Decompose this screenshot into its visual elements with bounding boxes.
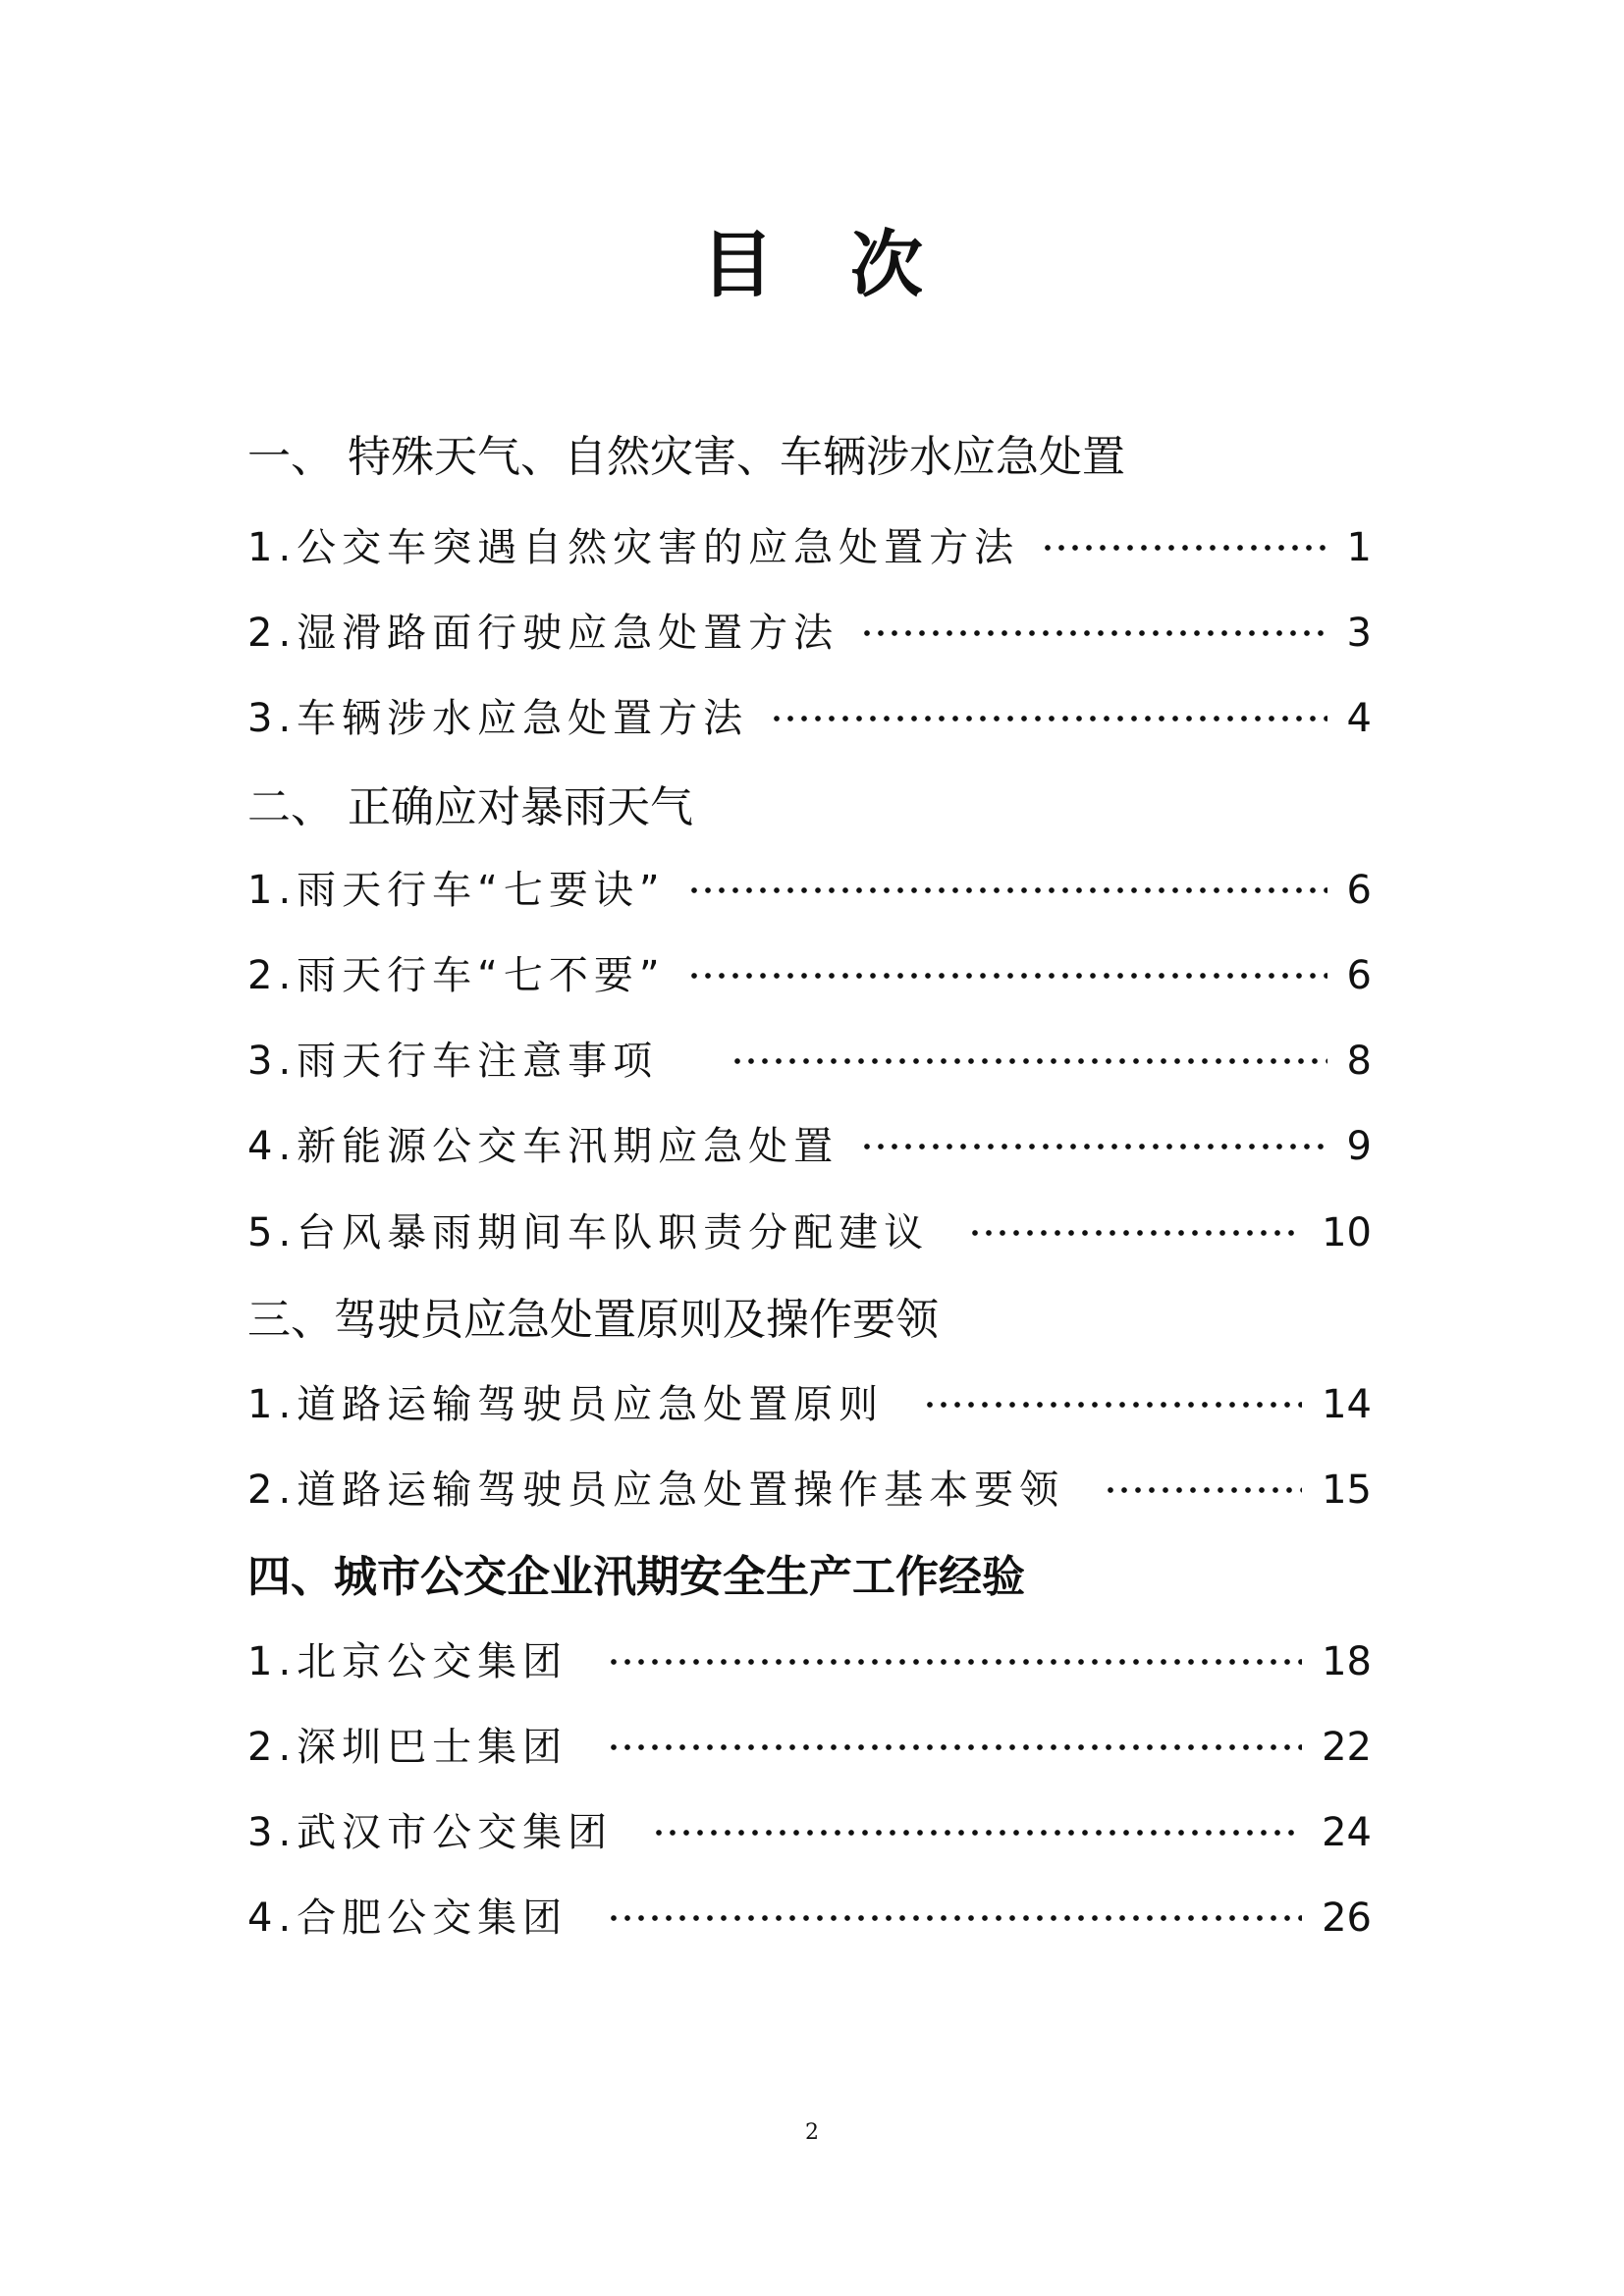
toc-leader-dots bbox=[731, 1057, 1326, 1065]
toc-entry-page: 6 bbox=[1346, 953, 1372, 998]
toc-entry-label: 1.雨天行车“七要诀” bbox=[247, 868, 666, 913]
toc-entry-label: 1.道路运输驾驶员应急处置原则 bbox=[247, 1382, 885, 1427]
toc-entry-label: 3.雨天行车注意事项 bbox=[247, 1039, 659, 1084]
toc-entry-label: 5.台风暴雨期间车队职责分配建议 bbox=[247, 1210, 930, 1255]
page-number: 2 bbox=[805, 2120, 819, 2145]
toc-entry[interactable] bbox=[247, 689, 1372, 748]
toc-entry-label: 4.合肥公交集团 bbox=[247, 1896, 568, 1941]
toc-entry-label: 3.车辆涉水应急处置方法 bbox=[247, 696, 749, 741]
toc-leader-dots bbox=[652, 1829, 1302, 1837]
toc-entry-page: 24 bbox=[1322, 1810, 1372, 1855]
toc-entry[interactable] bbox=[247, 518, 1372, 577]
toc-entry-label: 3.武汉市公交集团 bbox=[247, 1810, 614, 1855]
toc-leader-dots bbox=[607, 1914, 1302, 1922]
toc-entry-page: 4 bbox=[1346, 696, 1372, 741]
toc-entry-page: 18 bbox=[1322, 1639, 1372, 1684]
toc-entry-page: 10 bbox=[1322, 1210, 1372, 1255]
toc-section-heading-2: 二、 正确应对暴雨天气 bbox=[247, 782, 693, 832]
toc-leader-dots bbox=[607, 1743, 1302, 1751]
toc-entry[interactable] bbox=[247, 1803, 1372, 1862]
toc-section-heading-3: 三、驾驶员应急处置原则及操作要领 bbox=[247, 1295, 939, 1345]
toc-entry[interactable] bbox=[247, 1117, 1372, 1176]
toc-leader-dots bbox=[1104, 1486, 1302, 1494]
toc-entry-label: 1.北京公交集团 bbox=[247, 1639, 568, 1684]
toc-entry-label: 2.湿滑路面行驶应急处置方法 bbox=[247, 611, 839, 656]
toc-leader-dots bbox=[770, 715, 1326, 722]
toc-entry[interactable] bbox=[247, 1889, 1372, 1948]
toc-leader-dots bbox=[860, 629, 1326, 637]
toc-entry-label: 2.深圳巴士集团 bbox=[247, 1725, 568, 1770]
toc-section-heading-1: 一、 特殊天气、自然灾害、车辆涉水应急处置 bbox=[247, 432, 1125, 482]
page-title: 目次 bbox=[701, 223, 1000, 307]
toc-entry-label: 2.雨天行车“七不要” bbox=[247, 953, 666, 998]
toc-entry-page: 14 bbox=[1322, 1382, 1372, 1427]
toc-entry[interactable] bbox=[247, 1203, 1372, 1262]
toc-entry-page: 22 bbox=[1322, 1725, 1372, 1770]
toc-section-heading-4: 四、城市公交企业汛期安全生产工作经验 bbox=[247, 1552, 1025, 1602]
toc-leader-dots bbox=[968, 1229, 1302, 1237]
toc-entry-page: 26 bbox=[1322, 1896, 1372, 1941]
toc-entry-label: 1.公交车突遇自然灾害的应急处置方法 bbox=[247, 525, 1020, 570]
toc-entry-label: 4.新能源公交车汛期应急处置 bbox=[247, 1124, 839, 1169]
toc-entry-page: 15 bbox=[1322, 1468, 1372, 1513]
toc-leader-dots bbox=[1041, 544, 1326, 552]
toc-entry[interactable] bbox=[247, 946, 1372, 1005]
toc-entry-page: 9 bbox=[1346, 1124, 1372, 1169]
toc-entry-label: 2.道路运输驾驶员应急处置操作基本要领 bbox=[247, 1468, 1065, 1513]
toc-leader-dots bbox=[923, 1401, 1302, 1409]
toc-entry[interactable] bbox=[247, 1032, 1372, 1091]
toc-leader-dots bbox=[687, 886, 1327, 894]
toc-entry[interactable] bbox=[247, 604, 1372, 663]
toc-entry-page: 1 bbox=[1346, 525, 1372, 570]
toc-entry[interactable] bbox=[247, 861, 1372, 920]
toc-entry[interactable] bbox=[247, 1718, 1372, 1777]
toc-entry[interactable] bbox=[247, 1632, 1372, 1691]
toc-entry-page: 6 bbox=[1346, 868, 1372, 913]
toc-leader-dots bbox=[860, 1143, 1326, 1150]
toc-leader-dots bbox=[607, 1658, 1302, 1666]
toc-entry[interactable] bbox=[247, 1375, 1372, 1434]
toc-entry-page: 3 bbox=[1346, 611, 1372, 656]
toc-entry-page: 8 bbox=[1346, 1039, 1372, 1084]
toc-entry[interactable] bbox=[247, 1461, 1372, 1520]
toc-leader-dots bbox=[687, 972, 1327, 980]
